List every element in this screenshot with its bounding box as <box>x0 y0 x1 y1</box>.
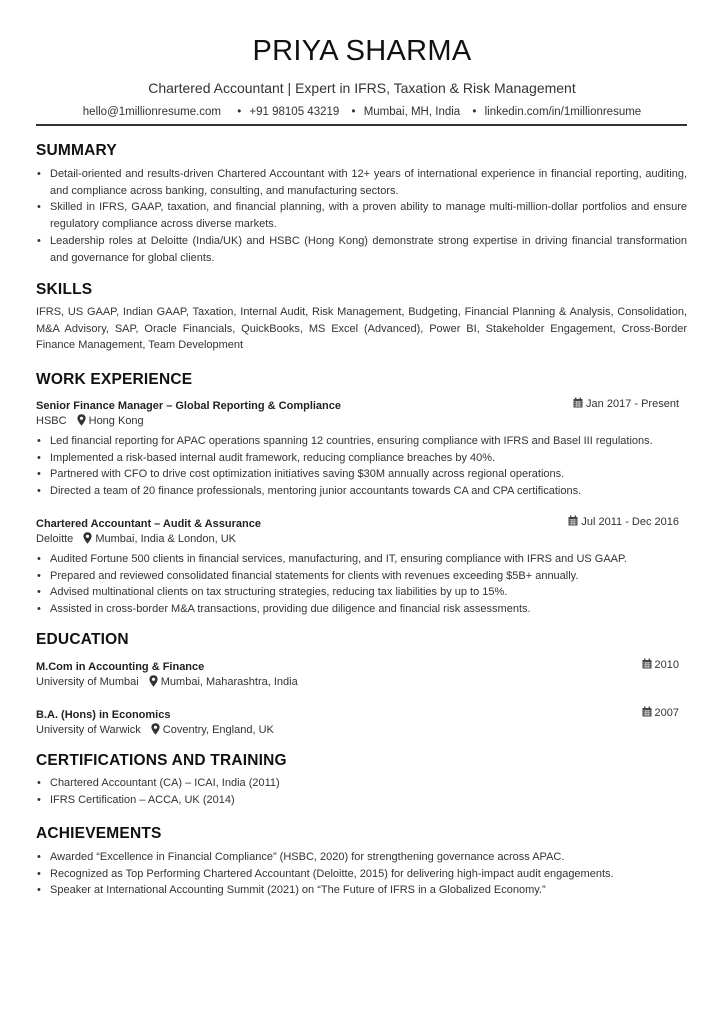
list-item: • Partnered with CFO to drive cost optimization initiatives saving $30M annually across regional operations. <box>36 466 687 483</box>
education-org <box>36 674 687 691</box>
job-location: Mumbai, India & London, UK <box>95 532 236 545</box>
job-entry <box>36 514 687 618</box>
education-year-text: 2010 <box>654 659 679 671</box>
contact-line <box>0 104 724 120</box>
section-heading: EDUCATION <box>36 631 129 648</box>
list-item: • Implemented a risk-based internal audit framework, reducing compliance breaches by 40%. <box>36 450 687 467</box>
list-item: • Directed a team of 20 finance professionals, mentoring junior accountants towards CA and CPA certifications. <box>36 483 687 500</box>
calendar-icon <box>642 658 652 669</box>
education-entry <box>36 657 687 691</box>
certifications-list <box>36 775 687 808</box>
job-title: Chartered Accountant – Audit & Assurance <box>36 517 261 530</box>
list-item: • Speaker at International Accounting Summit (2021) on “The Future of IFRS in a Globalized Economy.” <box>36 882 687 899</box>
list-item: • Led financial reporting for APAC operations spanning 12 countries, ensuring compliance with IFRS and Basel III regulations. <box>36 433 687 450</box>
contact-location: Mumbai, MH, India <box>363 106 461 118</box>
calendar-icon <box>568 515 578 526</box>
list-item: • Leadership roles at Deloitte (India/UK) and HSBC (Hong Kong) demonstrate strong expertise in driving financial transformation and governance for global clients. <box>36 233 687 266</box>
header-divider <box>36 124 687 126</box>
contact-separator: • <box>472 106 477 118</box>
list-item: • Chartered Accountant (CA) – ICAI, India (2011) <box>36 775 687 792</box>
list-item: • IFRS Certification – ACCA, UK (2014) <box>36 792 687 809</box>
job-entry <box>36 396 687 500</box>
school-location: Coventry, England, UK <box>162 724 274 736</box>
job-bullets <box>36 551 687 618</box>
experience-section <box>36 370 687 618</box>
achievements-section <box>36 824 687 899</box>
school-location: Mumbai, Maharashtra, India <box>160 676 298 688</box>
list-item: • Detail-oriented and results-driven Chartered Accountant with 12+ years of international experience in financial reporting, auditing, and compliance across banking, consulting, and manufacturing sectors. <box>36 166 687 199</box>
skills-section <box>36 280 687 354</box>
education-year <box>642 705 679 722</box>
list-item: • Audited Fortune 500 clients in financial services, manufacturing, and IT, ensuring compliance with IFRS and US GAAP. <box>36 551 687 568</box>
calendar-icon <box>642 706 652 717</box>
contact-email[interactable]: hello@1millionresume.com <box>82 106 222 118</box>
education-header <box>36 657 687 674</box>
headline: Chartered Accountant | Expert in IFRS, Taxation & Risk Management <box>148 80 576 96</box>
contact-separator: • <box>237 106 242 118</box>
list-item: • Awarded “Excellence in Financial Compliance” (HSBC, 2020) for strengthening governance across APAC. <box>36 849 687 866</box>
section-heading: SUMMARY <box>36 142 117 159</box>
job-dates-text: Jan 2017 - Present <box>586 398 679 410</box>
job-org <box>36 413 687 430</box>
job-bullets <box>36 433 687 500</box>
contact-phone: +91 98105 43219 <box>249 106 340 118</box>
company-name: HSBC <box>36 415 67 427</box>
school-name: University of Mumbai <box>36 676 139 688</box>
education-year-text: 2007 <box>654 707 679 719</box>
job-title: Senior Finance Manager – Global Reporting & Compliance <box>36 400 341 412</box>
calendar-icon <box>573 397 583 408</box>
job-dates <box>573 396 679 413</box>
job-org <box>36 531 687 548</box>
education-org <box>36 722 687 739</box>
map-pin-icon <box>151 723 160 735</box>
achievements-list <box>36 849 687 899</box>
degree-name: M.Com in Accounting & Finance <box>36 661 205 673</box>
school-name: University of Warwick <box>36 724 141 736</box>
list-item: • Prepared and reviewed consolidated financial statements for clients with revenues exceeding $5B+ annually. <box>36 568 687 585</box>
job-header <box>36 396 687 413</box>
job-dates <box>568 514 679 531</box>
education-year <box>642 657 679 674</box>
contact-separator: • <box>351 106 356 118</box>
section-heading: CERTIFICATIONS AND TRAINING <box>36 752 287 769</box>
education-header <box>36 705 687 722</box>
list-item: • Advised multinational clients on tax structuring strategies, reducing tax liabilities by up to 15%. <box>36 584 687 601</box>
section-heading: SKILLS <box>36 281 93 298</box>
list-item: • Assisted in cross-border M&A transactions, providing due diligence and financial risk assessments. <box>36 601 687 618</box>
job-header <box>36 514 687 531</box>
section-heading: WORK EXPERIENCE <box>36 371 193 388</box>
education-section <box>36 630 687 739</box>
list-item: • Recognized as Top Performing Chartered Accountant (Deloitte, 2015) for delivering high-impact audit engagements. <box>36 866 687 883</box>
job-dates-text: Jul 2011 - Dec 2016 <box>581 515 679 528</box>
candidate-name: PRIYA SHARMA <box>252 35 472 67</box>
section-heading: ACHIEVEMENTS <box>36 825 162 842</box>
contact-linkedin[interactable]: linkedin.com/in/1millionresume <box>484 106 642 118</box>
job-location: Hong Kong <box>88 415 144 427</box>
summary-section <box>36 141 687 266</box>
skills-text: IFRS, US GAAP, Indian GAAP, Taxation, Internal Audit, Risk Management, Budgeting, Financial Planning & Analysis, Consolidation, M&A Advisory, SAP, Oracle Financials, QuickBooks, MS Excel (Advanced), Power BI, Stakeholder Engagement, Cross-Border Finance Management, Team Development <box>36 306 687 352</box>
certifications-section <box>36 751 687 808</box>
summary-list <box>36 166 687 266</box>
map-pin-icon <box>149 675 158 687</box>
map-pin-icon <box>77 414 86 426</box>
company-name: Deloitte <box>36 532 74 545</box>
education-entry <box>36 705 687 739</box>
map-pin-icon <box>83 532 92 544</box>
list-item: • Skilled in IFRS, GAAP, taxation, and financial planning, with a proven ability to manage multi-million-dollar portfolios and ensure regulatory compliance across diverse markets. <box>36 199 687 232</box>
degree-name: B.A. (Hons) in Economics <box>36 709 171 721</box>
